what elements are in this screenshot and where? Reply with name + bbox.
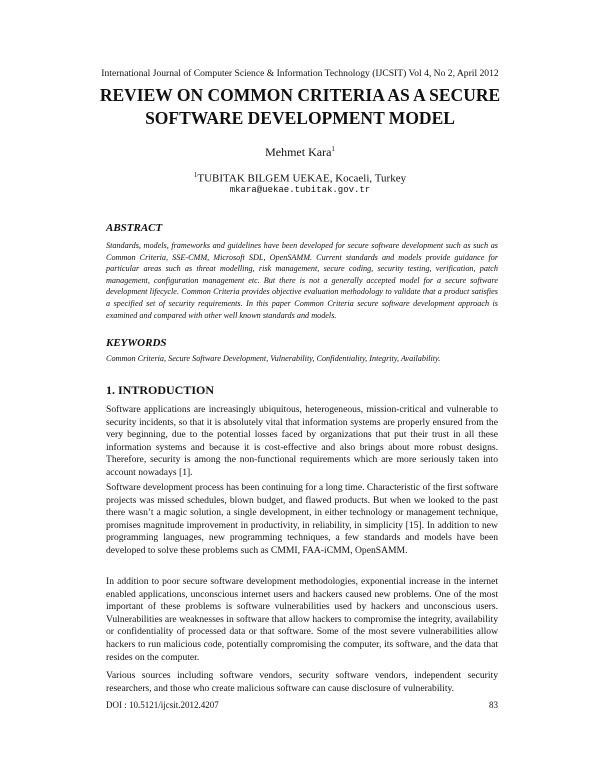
keywords-text: Common Criteria, Secure Software Development, Vulnerability, Confidentiality, Integrity, Availability.: [106, 354, 441, 363]
abstract-heading: ABSTRACT: [106, 222, 163, 234]
author-sup: 1: [331, 145, 335, 153]
intro-paragraph-3: In addition to poor secure software development methodologies, exponential increase in the internet enabled applications, unconscious internet users and hackers caused new problems. One of the most important of these problems is software vulnerabilities used by hackers and unconscious users. Vulnerabilities are weaknesses in software that allow hackers to compromise the integrity, availability or confidentiality of processed data or that software. Some of the most severe vulnerabilities allow hackers to run malicious code, potentially compromising the computer, its software, and the data that resides on the computer.: [106, 576, 498, 663]
intro-paragraph-1: Software applications are increasingly ubiquitous, heterogeneous, mission-critical and vulnerable to security incidents, so that it is absolutely vital that information systems are properly ensured from the very beginning, due to the potential losses faced by organizations that put their trust in all these information systems and because it is cost-effective and also brings about more robust designs. Therefore, security is among the non-functional requirements which are more seriously taken into account nowadays [1].: [106, 404, 498, 478]
intro-paragraph-2: Software development process has been continuing for a long time. Characteristic of the first software projects was missed schedules, blown budget, and flawed products. But when we looked to the past there wasn’t a magic solution, a single development, in either technology or management technique, promises magnitude improvement in productivity, in reliability, in simplicity [15]. In addition to new programming languages, new programming techniques, a few standards and models have been developed to solve these problems such as CMMI, FAA-iCMM, OpenSAMM.: [106, 482, 498, 556]
title-line-2: SOFTWARE DEVELOPMENT MODEL: [145, 108, 455, 128]
introduction-heading: 1. INTRODUCTION: [106, 383, 215, 397]
title-line-1: REVIEW ON COMMON CRITERIA AS A SECURE: [99, 85, 501, 105]
author-name-text: Mehmet Kara: [265, 145, 332, 159]
abstract-text: Standards, models, frameworks and guidelines have been developed for secure software development such as such as Common Criteria, SSE-CMM, Microsoft SDL, OpenSAMM. Current standards and models provide guidance for particular areas such as threat modelling, risk management, secure coding, security testing, verification, patch management, configuration management etc. But there is not a generally accepted model for a secure software development lifecycle. Common Criteria provides objective evaluation methodology to validate that a product satisfies a specified set of security requirements. In this paper Common Criteria secure software development approach is examined and compared with other well known standards and models.: [106, 241, 498, 320]
affiliation-text: TUBITAK BILGEM UEKAE, Kocaeli, Turkey: [197, 172, 407, 185]
author-email: mkara@uekae.tubitak.gov.tr: [229, 185, 371, 195]
journal-header: International Journal of Computer Science & Information Technology (IJCSIT) Vol 4, No 2, April 2012: [101, 68, 499, 79]
author-affiliation: [0, 171, 600, 185]
paper-title: [0, 84, 600, 130]
footer-page-number: 83: [489, 700, 498, 710]
footer-doi: DOI : 10.5121/ijcsit.2012.4207: [106, 700, 219, 710]
keywords-heading: KEYWORDS: [106, 337, 167, 349]
author-name: [0, 145, 600, 160]
intro-paragraph-4: Various sources including software vendors, security software vendors, independent security researchers, and those who create malicious software can cause disclosure of vulnerability.: [106, 670, 498, 694]
affiliation-sup: 1: [193, 171, 198, 179]
